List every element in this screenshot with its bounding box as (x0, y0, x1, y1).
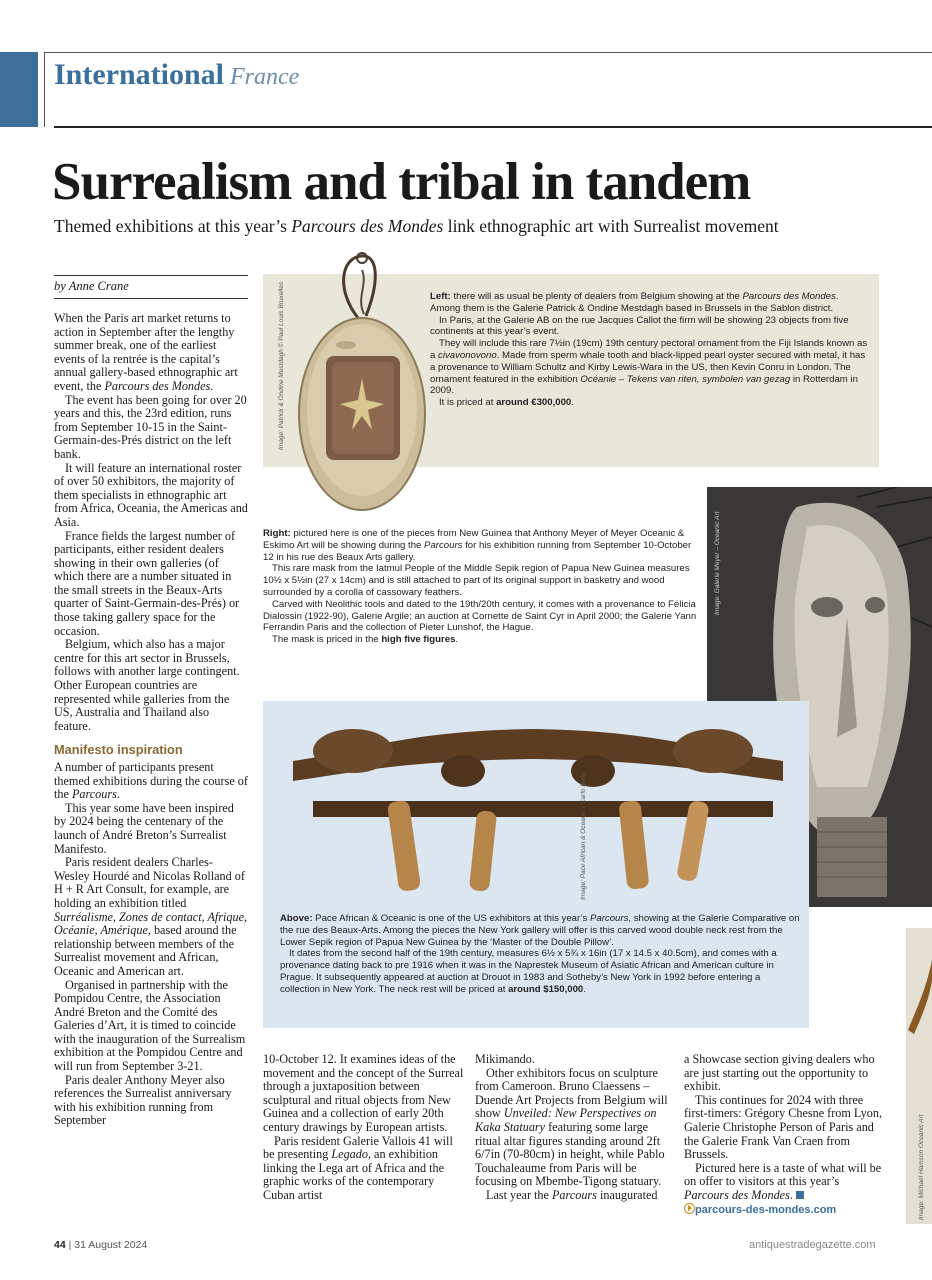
paragraph: a Showcase section giving dealers who are just starting out the opportunity to exhibit. (684, 1052, 875, 1094)
paragraph: This continues for 2024 with three first-timers: Grégory Chesne from Lyon, Galerie Christophe Person of Paris and the Galerie Frank Van Craen from Brussels. (684, 1092, 883, 1162)
website-link[interactable]: parcours-des-mondes.com (684, 1203, 884, 1218)
paragraph: Mikimando. (475, 1052, 535, 1066)
footer-site: antiquestradegazette.com (749, 1239, 876, 1251)
left-caption: Left: there will as usual be plenty of dealers from Belgium showing at the Parcours des Mondes. Among them is the Galerie Patrick & Ondine Mestdagh based in Brussels in the Sablon district. In Paris, at the Galerie AB on the rue Jacques Callot the firm will be showing 23 objects from five continents at this year’s event. They will include this rare 7½in (19cm) 19th century pectoral ornament from the Fiji Islands known as a civavonovono. Made from sperm whale tooth and black-lipped pearl oyster secured with metal, it has a provenance to William Schultz and Kirby Lewis-Wara in the US, then Kevin Conru in London. The ornament featured in the exhibition Océanie – Tekens van riten, symbolen van gezag in Rotterdam in 2009. It is priced at around €300,000. (430, 291, 868, 409)
section-subname: France (230, 64, 300, 90)
standfirst: Themed exhibitions at this year’s Parcours des Mondes link ethnographic art with Surrealist movement (54, 216, 779, 236)
paragraph: France fields the largest number of participants, either resident dealers showing in their own galleries (of which there are a number situated in the small streets in the Beaux-Arts quarter of Saint-Germain-des-Prés) or those taking gallery space for the occasion. (54, 528, 240, 638)
paragraph: Paris dealer Anthony Meyer also references the Surrealist anniversary with his exhibition running from September (54, 1072, 232, 1128)
play-circle-icon (684, 1203, 695, 1214)
paragraph: Other exhibitors focus on sculpture from Cameroon. Bruno Claessens – Duende Art Projects from Belgium will show Unveiled: New Perspectives on Kaka Statuary featuring some large ritual altar figures standing around 2ft 6/7in (70-80cm) in height, while Pablo Touchaleaume from Paris will be focusing on Mbembe-Tigong statuary. (475, 1065, 668, 1189)
paragraph: Paris resident dealers Charles-Wesley Hourdé and Nicolas Rolland of H + R Art Consult, for example, are holding an exhibition titled Surréalisme, Zones de contact, Afrique, Océanie, Amérique, based around the relationship between members of the Surrealist movement and African, Oceanic and American art. (54, 855, 248, 978)
subheading: Manifesto inspiration (54, 742, 183, 758)
paragraph: When the Paris art market returns to action in September after the lengthy summer break, one of the earliest events of la rentrée is the capital’s annual gallery-based ethnographic art event, the Parcours des Mondes. (54, 311, 238, 393)
paragraph: The event has been going for over 20 years and this, the 23rd edition, runs from September 10-15 in the Saint-Germain-des-Prés district on the left bank. (54, 392, 247, 461)
neck-rest-image (263, 701, 809, 901)
article-column-1 (54, 312, 248, 1128)
header-rule (54, 126, 932, 128)
paragraph: Paris resident Galerie Vallois 41 will be presenting Legado, an exhibition linking the Lega art of Africa and the graphic works of the contemporary Cuban artist (263, 1133, 453, 1202)
section-tab (0, 52, 38, 127)
byline: by Anne Crane (54, 279, 129, 293)
paragraph: It will feature an international roster of over 50 exhibitors, the majority of them specialists in ethnographic art from Africa, Oceania, the Americas and Asia. (54, 460, 248, 529)
paragraph: Organised in partnership with the Pompidou Centre, the Association André Breton and the Comité des Galeries d’Art, it is timed to coincide with the inauguration of the Surrealism exhibition at the Pompidou Centre and will run from September 3-21. (54, 977, 246, 1074)
byline-rule (54, 275, 248, 276)
header-vertical-rule (44, 52, 45, 127)
paragraph: A number of participants present themed exhibitions during the course of the Parcours. (54, 760, 248, 802)
article-column-3 (475, 1053, 675, 1203)
headline: Surrealism and tribal in tandem (52, 153, 751, 211)
right-caption: Right: pictured here is one of the pieces from New Guinea that Anthony Meyer of Meyer Oceanic & Eskimo Art will be showing during the Parcours for his exhibition running from September 10-October 12 in his rue des Beaux Arts gallery. This rare mask from the Iatmul People of the Middle Sepik region of Papua New Guinea measures 10½ x 5½in (27 x 14cm) and is still attached to part of its original support in basketry and wood surrounded by a corolla of cassowary feathers. Carved with Neolithic tools and dated to the 19th/20th century, it comes with a provenance to Félicia Dialossin (1922-90), Galerie Argile; an auction at Cornette de Saint Cyr in April 2000; the Galerie Yann Ferrandin Paris and the collection of Pieter Lunshof, the Hague. The mask is priced in the high five figures. (263, 528, 697, 646)
left-image-credit: Image: Patrick & Ondine Mestdagh © Paul Louis Bruxelles (278, 281, 285, 450)
article-column-2 (263, 1053, 467, 1203)
section-title (54, 58, 299, 92)
above-caption: Above: Pace African & Oceanic is one of the US exhibitors at this year’s Parcours, showing at the Galerie Comparative on the rue des Beaux-Arts. Among the pieces the New York gallery will offer is this carved wood double neck rest from the Lower Sepik region of Papua New Guinea by the ‘Master of the Double Pillow’. It dates from the second half of the 19th century, measures 6½ x 5¾ x 16in (17 x 14.5 x 40.5cm), and comes with a provenance dating back to pre 1916 when it was in the Naprestek Museum of Asiatic African and American culture in Prague. It subsequently appeared at auction at Drouot in 1983 and Sotheby’s New York in 1992 before entering a collection in New York. The neck rest will be priced at around $150,000. (280, 913, 800, 995)
above-image-credit: Image: Pace African & Oceanic - Carlo Bella (580, 772, 587, 900)
paragraph: Belgium, which also has a major centre for this art sector in Brussels, follows with another large contingent. Other European countries are represented while galleries from the US, Australia and Thailand also feature. (54, 637, 240, 733)
right-image-credit: Image: Galerie Meyer – Oceanic Art (714, 511, 721, 615)
edge-image-credit: Image: Michael Hamson Oceanic Art (918, 1114, 925, 1220)
section-name: International (54, 58, 225, 91)
paragraph: Last year the Parcours inaugurated (486, 1187, 658, 1202)
paragraph: 10-October 12. It examines ideas of the movement and the concept of the Surreal through a juxtaposition between sculptural and ritual objects from New Guinea and a collection of early 20th century drawings by European artists. (263, 1052, 464, 1134)
article-column-4 (684, 1053, 884, 1217)
paragraph: This year some have been inspired by 2024 being the centenary of the launch of André Breton’s Surrealist Manifesto. (54, 800, 234, 856)
end-mark-icon (796, 1191, 804, 1199)
byline-rule-bottom (54, 298, 248, 299)
pectoral-ornament-image (296, 250, 426, 512)
paragraph: Pictured here is a taste of what will be on offer to visitors at this year’s Parcours des Mondes. (684, 1160, 882, 1202)
edge-object-image (906, 960, 932, 1040)
header-top-rule (44, 52, 932, 53)
footer-folio: 44 | 31 August 2024 (54, 1239, 148, 1251)
